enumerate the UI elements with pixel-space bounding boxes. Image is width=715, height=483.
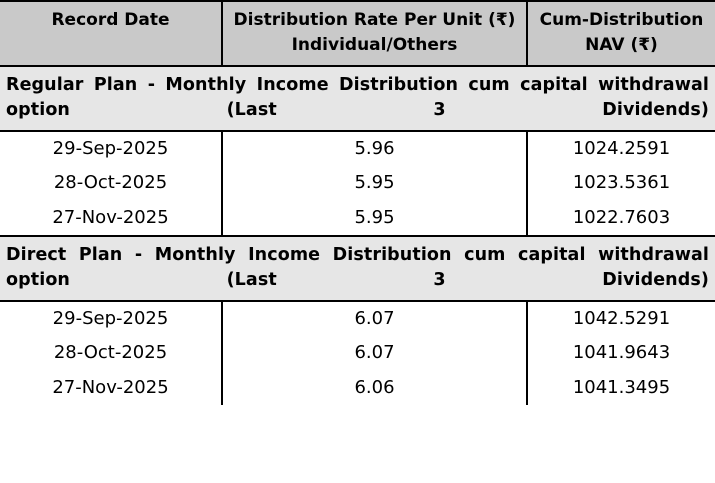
table-row — [0, 336, 715, 370]
cell-record-date: 27-Nov-2025 — [0, 201, 222, 236]
column-header-distribution-rate — [222, 1, 527, 66]
table-body — [0, 66, 715, 405]
section-title-text: Regular Plan - Monthly Income Distribution cum capital withdrawal option (Last 3 Dividends) — [6, 75, 709, 121]
cum-distribution-label: Cum-Distribution — [539, 10, 704, 30]
cell-distribution-rate: 5.95 — [222, 166, 527, 200]
cell-record-date: 29-Sep-2025 — [0, 301, 222, 336]
section-title-direct-plan — [0, 236, 715, 301]
cell-cum-distribution-nav: 1041.9643 — [527, 336, 715, 370]
record-date-label: Record Date — [51, 10, 170, 30]
column-header-record-date — [0, 1, 222, 66]
section-header-row — [0, 66, 715, 131]
cell-cum-distribution-nav: 1023.5361 — [527, 166, 715, 200]
table-header — [0, 1, 715, 66]
table-row — [0, 166, 715, 200]
section-header-row — [0, 236, 715, 301]
section-title-regular-plan — [0, 66, 715, 131]
cell-cum-distribution-nav: 1022.7603 — [527, 201, 715, 236]
cell-record-date: 29-Sep-2025 — [0, 131, 222, 166]
cell-distribution-rate: 5.95 — [222, 201, 527, 236]
cell-distribution-rate: 6.07 — [222, 301, 527, 336]
cell-record-date: 27-Nov-2025 — [0, 371, 222, 405]
cell-distribution-rate: 5.96 — [222, 131, 527, 166]
cell-record-date: 28-Oct-2025 — [0, 166, 222, 200]
table-row — [0, 301, 715, 336]
cum-distribution-nav-sublabel: NAV (₹) — [585, 34, 658, 55]
cell-distribution-rate: 6.06 — [222, 371, 527, 405]
table-row — [0, 371, 715, 405]
column-header-cum-distribution-nav — [527, 1, 715, 66]
cell-distribution-rate: 6.07 — [222, 336, 527, 370]
distribution-rate-sublabel: Individual/Others — [291, 34, 458, 55]
table-row — [0, 201, 715, 236]
header-row — [0, 1, 715, 66]
cell-record-date: 28-Oct-2025 — [0, 336, 222, 370]
section-title-text: Direct Plan - Monthly Income Distribution cum capital withdrawal option (Last 3 Dividends) — [6, 245, 709, 290]
cell-cum-distribution-nav: 1024.2591 — [527, 131, 715, 166]
cell-cum-distribution-nav: 1041.3495 — [527, 371, 715, 405]
cell-cum-distribution-nav: 1042.5291 — [527, 301, 715, 336]
table-row — [0, 131, 715, 166]
distribution-rate-label: Distribution Rate Per Unit (₹) — [233, 10, 516, 30]
